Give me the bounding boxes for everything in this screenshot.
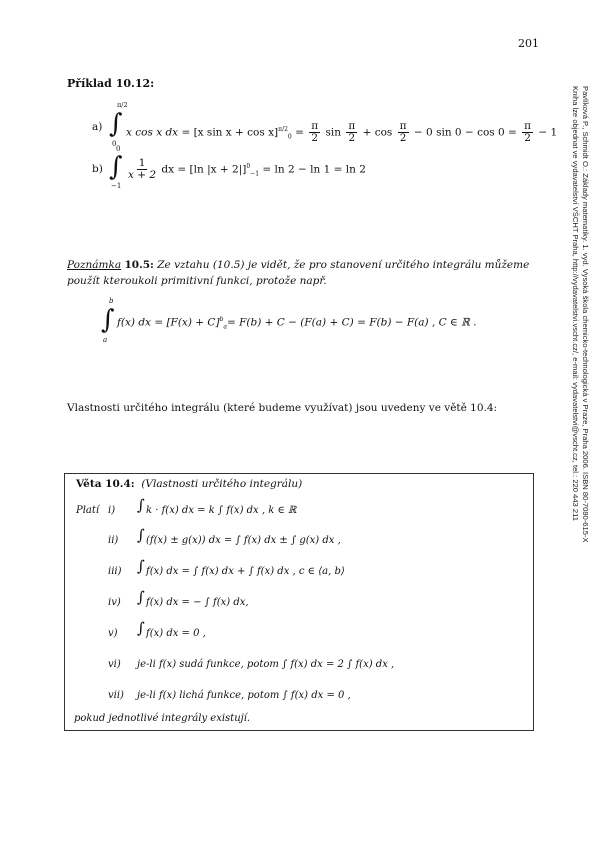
remark-label: Poznámka	[67, 259, 122, 271]
remark-formula-rhs: = F(b) + C − (F(a) + C) = F(b) − F(a) , C ∈ ℝ .	[226, 316, 477, 329]
remark-sub: a	[223, 323, 227, 331]
integral-a: ∫	[109, 109, 123, 139]
a-rhs5: − 1	[538, 126, 558, 139]
theorem-title	[76, 478, 302, 490]
b-rest2: = ln 2 − ln 1 = ln 2	[262, 163, 366, 176]
b-sub: −1	[250, 170, 260, 178]
b-rest: dx = [ln |x + 2|]	[161, 163, 247, 176]
remark	[67, 257, 532, 289]
a-integrand: x cos x dx	[126, 126, 179, 139]
remark-number: 10.5:	[124, 259, 154, 271]
integral-sign-row: ∫	[137, 526, 145, 544]
theorem-row-label: ii)	[108, 535, 119, 546]
a-sup: π/2	[278, 126, 288, 133]
side-note-line1: Pavlíková P., Schmidt O.: Základy matematiky. 1. vyd. Vysoká škola chemicko-technologická v Praze, Praha 2006. ISBN 80-7080-615-X	[581, 86, 590, 543]
integral-b-lower: −1	[111, 182, 122, 190]
theorem-name: Věta 10.4:	[76, 478, 135, 490]
theorem-row-label: iii)	[108, 566, 122, 577]
example-b-formula	[126, 158, 366, 181]
theorem-subtitle: (Vlastnosti určitého integrálu)	[141, 478, 303, 490]
a-rhs3: + cos	[362, 126, 393, 139]
theorem-row-formula: (f(x) ± g(x)) dx = ∫ f(x) dx ± ∫ g(x) dx ,	[146, 535, 341, 546]
remark-sup: b	[219, 316, 224, 323]
side-note	[570, 86, 590, 543]
theorem-row-formula: f(x) dx = 0 ,	[146, 628, 206, 639]
theorem-footer: pokud jednotlivé integrály existují.	[74, 713, 251, 724]
remark-formula	[117, 316, 477, 331]
side-note-line2: Kniha lze objednat ve vydavatelství VŠCHT Praha, http://vydavatelstvi.vscht.cz/, e-mail: vydavatelstvi@vscht.cz, tel.: 220 443 211	[571, 86, 580, 521]
integral-sign-row: ∫	[137, 557, 145, 575]
theorem-row-formula: f(x) dx = ∫ f(x) dx + ∫ f(x) dx , c ∈ ⟨a, b⟩	[146, 566, 345, 577]
integral-sign-row: ∫	[137, 496, 145, 514]
a-rhs2: sin	[325, 126, 341, 139]
integral-a-lower: 0	[112, 140, 117, 148]
frac-pi-2-c: $\frac{\pi}{2}$	[399, 120, 407, 144]
frac-pi-2-b: $\frac{\pi}{2}$	[348, 120, 356, 144]
a-rhs4: − 0 sin 0 − cos 0 =	[413, 126, 517, 139]
theorem-row-formula: je-li f(x) lichá funkce, potom ∫ f(x) dx = 0 ,	[137, 690, 351, 701]
a-rhs: = [x sin x + cos x]	[181, 126, 279, 139]
theorem-row-formula: f(x) dx = − ∫ f(x) dx,	[146, 597, 249, 608]
theorem-row-label: vii)	[108, 690, 124, 701]
remark-upper: b	[109, 297, 114, 305]
example-a-label: a)	[92, 121, 103, 133]
integral-sign-row: ∫	[137, 619, 145, 637]
integral-b-upper: 0	[116, 145, 121, 153]
page-number: 201	[518, 37, 539, 50]
remark-formula-lhs: f(x) dx = [F(x) + C]	[117, 316, 220, 329]
example-b-label: b)	[92, 163, 103, 175]
theorem-row-label: v)	[108, 628, 118, 639]
remark-text: Ze vztahu (10.5) je vidět, že pro stanovení určitého integrálu můžeme použít kteroukoli primitivní funkci, protože např.	[67, 259, 530, 287]
theorem-row-label: i)	[108, 505, 116, 516]
integral-b: ∫	[109, 152, 123, 182]
b-sup: 0	[246, 163, 251, 170]
frac-b: $\frac{1}{x + 2}$	[128, 157, 157, 181]
theorem-row-formula: k · f(x) dx = k ∫ f(x) dx , k ∈ ℝ	[146, 505, 297, 516]
frac-pi-2-d: $\frac{\pi}{2}$	[524, 120, 532, 144]
remark-integral: ∫	[101, 305, 115, 335]
integral-sign-row: ∫	[137, 588, 145, 606]
example-a-formula: x cos x dx = [x sin x + cos x]$^{\pi/2}_0$ = $\frac{\pi}{2}$ sin $\frac{\pi}{2}$ + cos $\frac{\pi}{2}$ − 0 sin 0 − cos 0 = $\frac{\pi}{2}$ − 1	[126, 120, 558, 144]
example-title: Příklad 10.12:	[67, 77, 155, 90]
frac-pi-2-a: $\frac{\pi}{2}$	[311, 120, 319, 144]
remark-lower: a	[103, 336, 108, 344]
paragraph: Vlastnosti určitého integrálu (které budeme využívat) jsou uvedeny ve větě 10.4:	[67, 402, 498, 414]
integral-a-upper: π/2	[117, 101, 128, 109]
theorem-row-formula: je-li f(x) sudá funkce, potom ∫ f(x) dx = 2 ∫ f(x) dx ,	[137, 659, 395, 670]
a-sub: 0	[287, 133, 292, 141]
theorem-row-label: vi)	[108, 659, 121, 670]
theorem-row-label: iv)	[108, 597, 121, 608]
theorem-plati: Platí	[76, 505, 100, 516]
